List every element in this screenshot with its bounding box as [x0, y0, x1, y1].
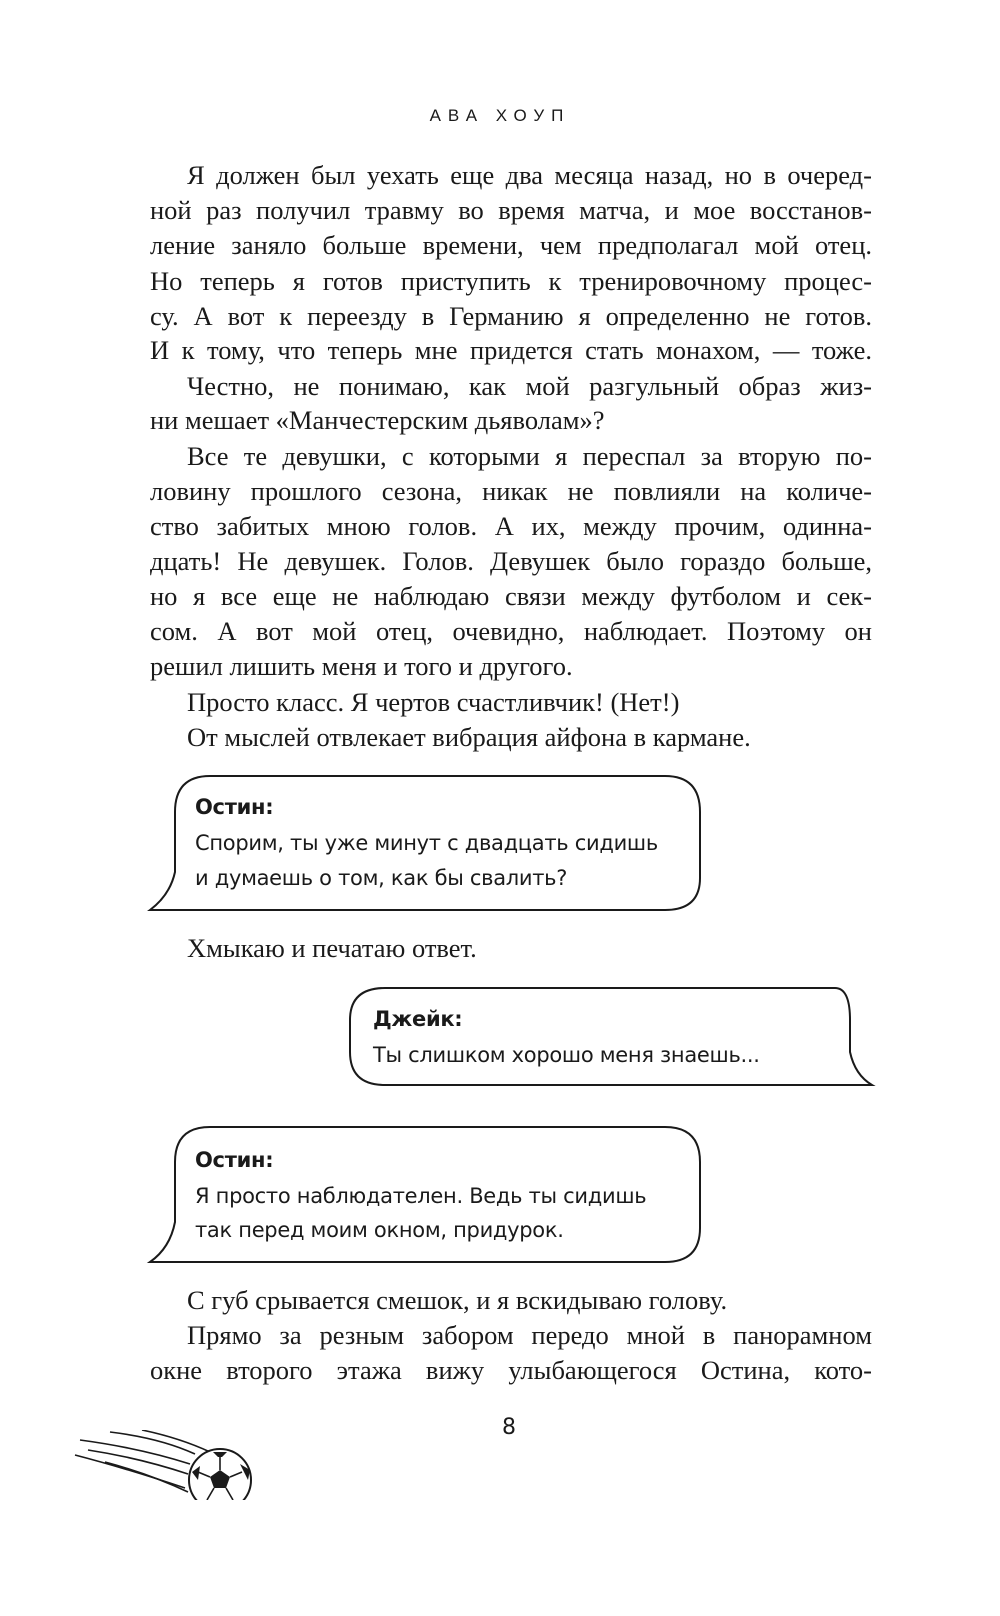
message-text: и думаешь о том, как бы свалить?: [195, 866, 568, 890]
message-sender: Остин:: [195, 1148, 274, 1172]
message-text: так перед моим окном, придурок.: [195, 1218, 564, 1242]
message-text: Ты слишком хорошо меня знаешь...: [373, 1043, 760, 1067]
text-line: ной раз получил травму во время матча, и мое восстанов-: [150, 195, 872, 225]
text-line: Просто класс. Я чертов счастливчик! (Нет!): [187, 687, 680, 717]
message-sender: Джейк:: [373, 1007, 463, 1031]
text-line: окне второго этажа вижу улыбающегося Остина, кото-: [150, 1355, 872, 1385]
text-line: Все те девушки, с которыми я переспал за вторую по-: [187, 441, 872, 471]
page-number: 8: [502, 1415, 516, 1440]
text-line: Честно, не понимаю, как мой разгульный образ жиз-: [187, 371, 872, 401]
text-line: дцать! Не девушек. Голов. Девушек было гораздо больше,: [150, 546, 872, 576]
text-line: Хмыкаю и печатаю ответ.: [187, 933, 477, 963]
text-line: ловину прошлого сезона, никак не повлияли на количе-: [150, 476, 872, 506]
text-line: С губ срывается смешок, и я вскидываю голову.: [187, 1285, 728, 1315]
text-line: Но теперь я готов приступить к тренировочному процес-: [150, 266, 872, 296]
message-text: Я просто наблюдателен. Ведь ты сидишь: [195, 1184, 647, 1208]
text-line: сом. А вот мой отец, очевидно, наблюдает. Поэтому он: [150, 616, 872, 646]
text-line: Я должен был уехать еще два месяца назад, но в очеред-: [187, 160, 872, 190]
text-line: От мыслей отвлекает вибрация айфона в кармане.: [187, 722, 751, 752]
running-header-author: АВА ХОУП: [429, 106, 571, 125]
text-line: Прямо за резным забором передо мной в панорамном: [187, 1320, 872, 1350]
text-line: ление заняло больше времени, чем предполагал мой отец.: [150, 230, 872, 260]
text-line: решил лишить меня и того и другого.: [150, 651, 573, 681]
text-line: ство забитых мною голов. А их, между прочим, одинна-: [150, 511, 872, 541]
text-line: су. А вот к переезду в Германию я определенно не готов.: [150, 301, 872, 331]
text-line: но я все еще не наблюдаю связи между футболом и сек-: [150, 581, 872, 611]
soccer-ball-icon: [70, 1430, 260, 1500]
chat-bubble-jake: [350, 988, 872, 1085]
message-sender: Остин:: [195, 795, 274, 819]
text-line: ни мешает «Манчестерским дьяволам»?: [150, 405, 605, 435]
text-line: И к тому, что теперь мне придется стать монахом, — тоже.: [150, 335, 872, 365]
message-text: Спорим, ты уже минут с двадцать сидишь: [195, 831, 658, 855]
